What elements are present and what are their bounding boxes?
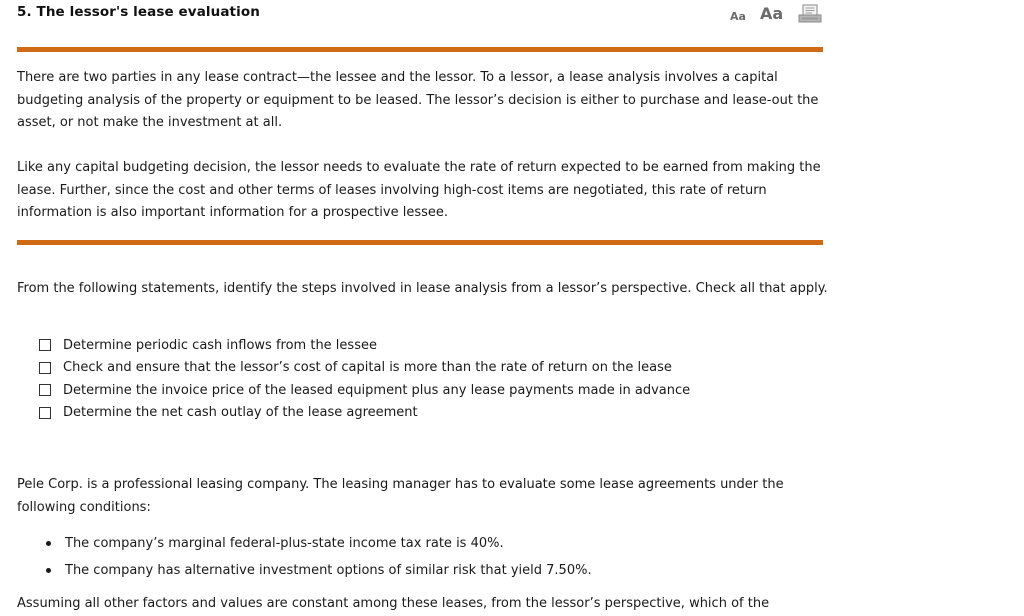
condition-text: The company has alternative investment options of similar risk that yield 7.50%. — [65, 563, 592, 578]
checkbox-4[interactable] — [39, 407, 51, 419]
print-icon[interactable] — [798, 4, 822, 24]
checkbox-1[interactable] — [39, 339, 51, 351]
checkbox-3[interactable] — [39, 384, 51, 396]
condition-text: The company’s marginal federal-plus-state income tax rate is 40%. — [65, 536, 504, 551]
bullet-icon — [46, 541, 51, 546]
intro-paragraph-1: There are two parties in any lease contract—the lessee and the lessor. To a lessor, a lease analysis involves a capital budgeting analysis of the property or equipment to be leased. The lessor’s decision is either to purchase and lease-out the asset, or not make the investment at all. — [17, 70, 819, 130]
toolbar — [728, 3, 828, 25]
option-label: Check and ensure that the lessor’s cost of capital is more than the rate of return on the lease — [63, 360, 672, 376]
option-net-cash-outlay[interactable] — [39, 402, 690, 425]
checkbox-2[interactable] — [39, 362, 51, 374]
decrease-font-button[interactable]: Aa — [730, 10, 746, 23]
question-prompt: From the following statements, identify the steps involved in lease analysis from a lessor’s perspective. Check all that apply. — [17, 281, 828, 296]
option-invoice-price[interactable] — [39, 379, 690, 402]
condition-list — [46, 530, 592, 584]
bullet-icon — [46, 568, 51, 573]
section-divider — [17, 240, 823, 245]
option-cost-of-capital-check[interactable] — [39, 357, 690, 380]
list-item — [46, 530, 592, 557]
option-label: Determine periodic cash inflows from the lessee — [63, 337, 377, 353]
continuation-text: Assuming all other factors and values are constant among these leases, from the lessor’s perspective, which of the — [17, 596, 770, 611]
intro-paragraph-2: Like any capital budgeting decision, the lessor needs to evaluate the rate of return expected to be earned from making the lease. Further, since the cost and other terms of leases involving high-cost items are negotiated, this rate of return information is also important information for a prospective lessee. — [17, 160, 821, 220]
question-title: 5. The lessor's lease evaluation — [17, 4, 260, 20]
option-periodic-cash-inflows[interactable] — [39, 334, 690, 357]
list-item — [46, 557, 592, 584]
option-label: Determine the invoice price of the leased equipment plus any lease payments made in advance — [63, 382, 691, 398]
checkbox-options — [39, 334, 690, 424]
option-label: Determine the net cash outlay of the lease agreement — [63, 405, 418, 421]
scenario-description: Pele Corp. is a professional leasing company. The leasing manager has to evaluate some lease agreements under the following conditions: — [17, 477, 784, 515]
top-divider — [17, 47, 823, 52]
increase-font-button[interactable]: Aa — [760, 4, 784, 23]
